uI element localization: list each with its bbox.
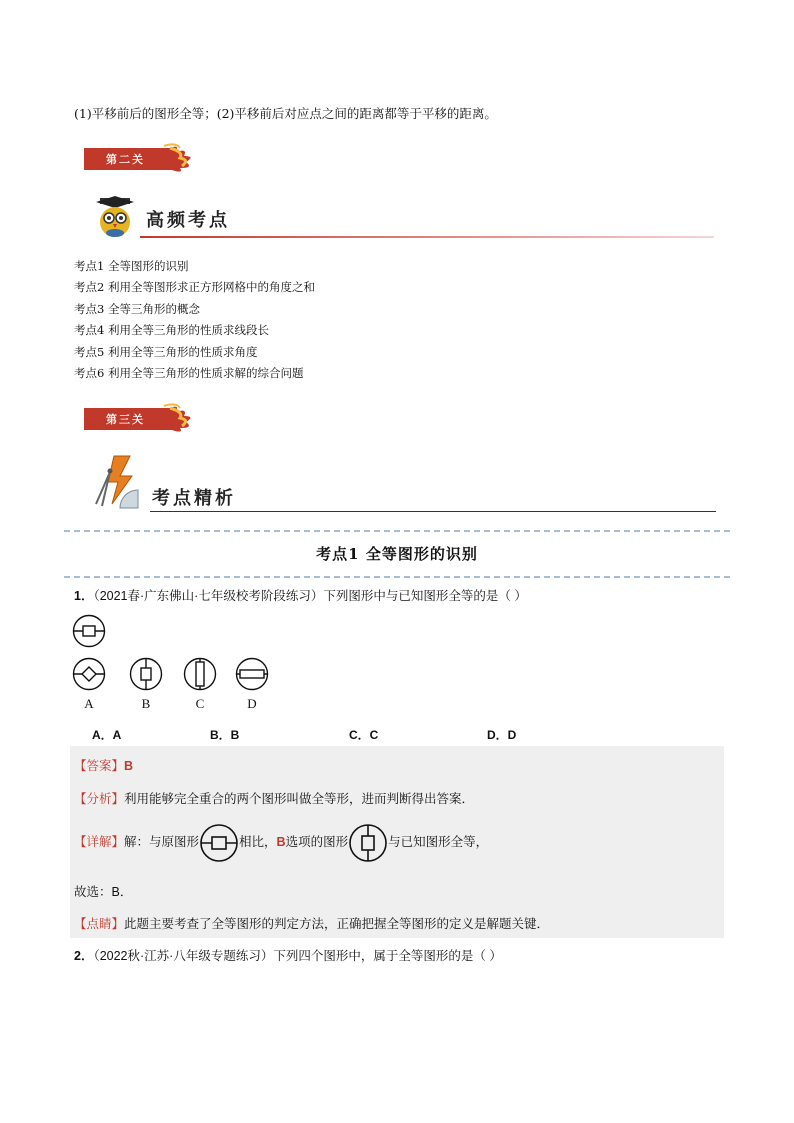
figure-label-a: A <box>84 696 94 711</box>
detail-option-b: B <box>276 835 286 849</box>
list-item: 考点5 利用全等三角形的性质求角度 <box>74 344 258 359</box>
list-item: 考点6 利用全等三角形的性质求解的综合问题 <box>74 366 304 381</box>
analysis-tag: 【分析】 <box>74 792 125 806</box>
comment-tag: 【点睛】 <box>74 917 125 931</box>
banner-level-2-label: 第二关 <box>106 153 145 166</box>
figure-option-c <box>183 657 217 691</box>
dashed-divider <box>64 576 730 578</box>
question-number: 1． <box>74 589 94 603</box>
detail-text-b: 相比， <box>239 835 277 849</box>
list-item: 考点4 利用全等三角形的性质求线段长 <box>74 323 269 338</box>
section-high-frequency <box>92 194 716 244</box>
comment-text: 此题主要考查了全等图形的判定方法，正确把握全等图形的定义是解题关键． <box>124 917 550 931</box>
question-stem: 下列图形中与已知图形全等的是（ ） <box>323 589 527 603</box>
figure-label-d: D <box>247 696 257 711</box>
question-stem: 下列四个图形中，属于全等图形的是（ ） <box>273 949 502 963</box>
detail-tag: 【详解】 <box>74 835 125 849</box>
section-analysis-title: 考点精析 <box>152 488 236 509</box>
list-item: 考点3 全等三角形的概念 <box>74 301 200 316</box>
section-analysis <box>92 454 716 514</box>
question-number: 2． <box>74 949 94 963</box>
answer-box <box>70 746 724 938</box>
option-a[interactable]: A．A <box>92 728 122 742</box>
answer-row <box>74 756 133 774</box>
detail-row <box>74 822 488 862</box>
key-point-heading: 考点1 全等图形的识别 <box>316 545 478 563</box>
figure-option-a <box>72 657 106 691</box>
figure-option-d <box>235 657 269 691</box>
answer-value: B <box>124 759 134 773</box>
intro-text: (1)平移前后的图形全等；(2)平移前后对应点之间的距离都等于平移的距离。 <box>74 106 497 121</box>
analysis-row <box>74 789 474 807</box>
banner-level-2 <box>84 142 196 176</box>
owl-icon <box>92 194 138 240</box>
section-underline <box>150 511 716 512</box>
list-item: 考点2 利用全等图形求正方形网格中的角度之和 <box>74 280 315 295</box>
ruler-tools-icon <box>92 454 146 512</box>
question-2 <box>74 946 502 964</box>
given-figure <box>72 614 106 648</box>
analysis-text: 利用能够完全重合的两个图形叫做全等形，进而判断得出答案． <box>124 792 475 806</box>
option-d[interactable]: D．D <box>487 728 517 742</box>
answer-tag: 【答案】 <box>74 759 125 773</box>
banner-level-3-label: 第三关 <box>106 413 145 426</box>
option-c[interactable]: C．C <box>349 728 379 742</box>
figure-label-c: C <box>195 696 205 711</box>
figure-option-b <box>129 657 163 691</box>
question-source: （2022秋·江苏·八年级专题练习） <box>93 949 274 963</box>
choose-row: 故选：B． <box>74 885 133 899</box>
banner-level-3 <box>84 402 196 436</box>
question-source: （2021春·广东佛山·七年级校考阶段练习） <box>93 589 324 603</box>
option-b[interactable]: B．B <box>210 728 240 742</box>
inline-option-b-figure <box>348 823 388 863</box>
detail-text-c: 选项的图形 <box>285 835 349 849</box>
section-high-frequency-title: 高频考点 <box>146 210 230 231</box>
detail-text-d: 与已知图形全等， <box>388 835 489 849</box>
detail-text-a: 解：与原图形 <box>124 835 200 849</box>
inline-given-figure <box>199 823 239 863</box>
comment-row <box>74 914 549 932</box>
key-point-list <box>74 256 315 384</box>
question-1 <box>74 586 527 604</box>
list-item: 考点1 全等图形的识别 <box>74 259 189 273</box>
figure-label-b: B <box>141 696 151 711</box>
section-underline <box>140 236 714 238</box>
dashed-divider <box>64 530 730 532</box>
